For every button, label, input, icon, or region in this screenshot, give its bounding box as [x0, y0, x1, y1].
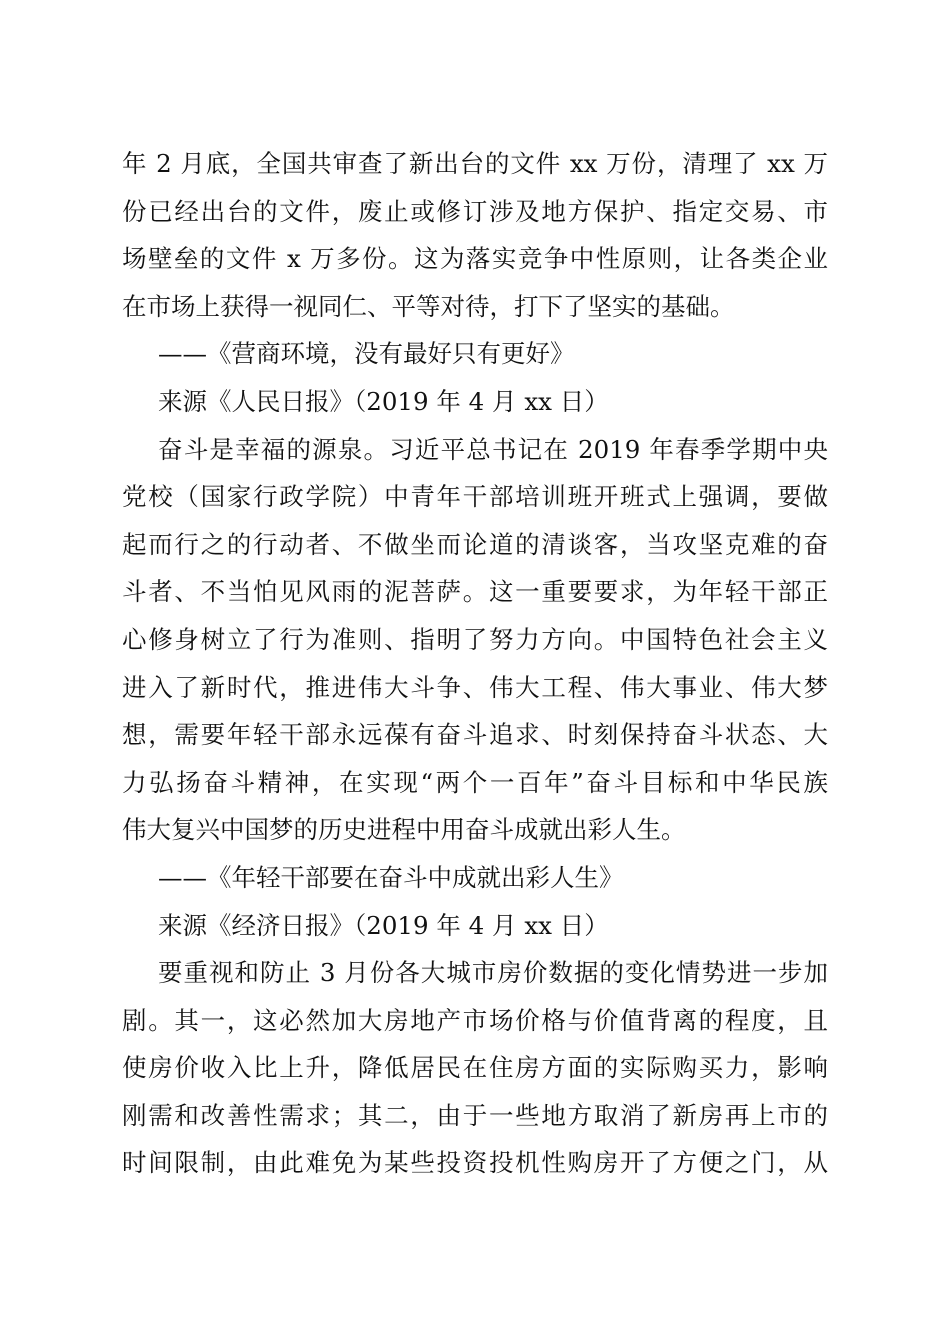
paragraph-line: 年 2 月底，全国共审查了新出台的文件 xx 万份，清理了 xx 万	[122, 149, 828, 178]
paragraph-line: 奋斗是幸福的源泉。习近平总书记在 2019 年春季学期中央	[158, 434, 828, 464]
paragraph-line: 要重视和防止 3 月份各大城市房价数据的变化情势进一步加	[158, 958, 828, 988]
paragraph-line: 党校（国家行政学院）中青年干部培训班开班式上强调，要做	[122, 482, 828, 512]
paragraph-line: 伟大复兴中国梦的历史进程中用奋斗成就出彩人生。	[122, 815, 686, 845]
paragraph-line: 在市场上获得一视同仁、平等对待，打下了坚实的基础。	[122, 291, 735, 321]
source-line: 来源《经济日报》（2019 年 4 月 xx 日）	[158, 910, 609, 940]
paragraph-line: 份已经出台的文件，废止或修订涉及地方保护、指定交易、市	[122, 196, 828, 226]
paragraph-line: 心修身树立了行为准则、指明了努力方向。中国特色社会主义	[122, 624, 828, 654]
paragraph-line: 进入了新时代，推进伟大斗争、伟大工程、伟大事业、伟大梦	[122, 672, 828, 702]
paragraph-line: 场壁垒的文件 x 万多份。这为落实竞争中性原则，让各类企业	[122, 244, 828, 274]
paragraph-line: 斗者、不当怕见风雨的泥菩萨。这一重要要求，为年轻干部正	[122, 577, 828, 607]
article-title-line: ——《年轻干部要在奋斗中成就出彩人生》	[158, 862, 624, 892]
paragraph-line: 力弘扬奋斗精神，在实现“两个一百年”奋斗目标和中华民族	[122, 767, 828, 797]
paragraph-line: 剧。其一，这必然加大房地产市场价格与价值背离的程度，且	[122, 1005, 828, 1035]
paragraph-line: 起而行之的行动者、不做坐而论道的清谈客，当攻坚克难的奋	[122, 529, 828, 559]
paragraph-line: 想，需要年轻干部永远葆有奋斗追求、时刻保持奋斗状态、大	[122, 720, 828, 750]
article-title-line: ——《营商环境，没有最好只有更好》	[158, 339, 575, 369]
source-line: 来源《人民日报》（2019 年 4 月 xx 日）	[158, 386, 609, 416]
paragraph-line: 时间限制，由此难免为某些投资投机性购房开了方便之门，从	[122, 1148, 828, 1178]
paragraph-line: 刚需和改善性需求；其二，由于一些地方取消了新房再上市的	[122, 1100, 828, 1130]
paragraph-line: 使房价收入比上升，降低居民在住房方面的实际购买力，影响	[122, 1053, 828, 1083]
document-body	[122, 140, 828, 1187]
